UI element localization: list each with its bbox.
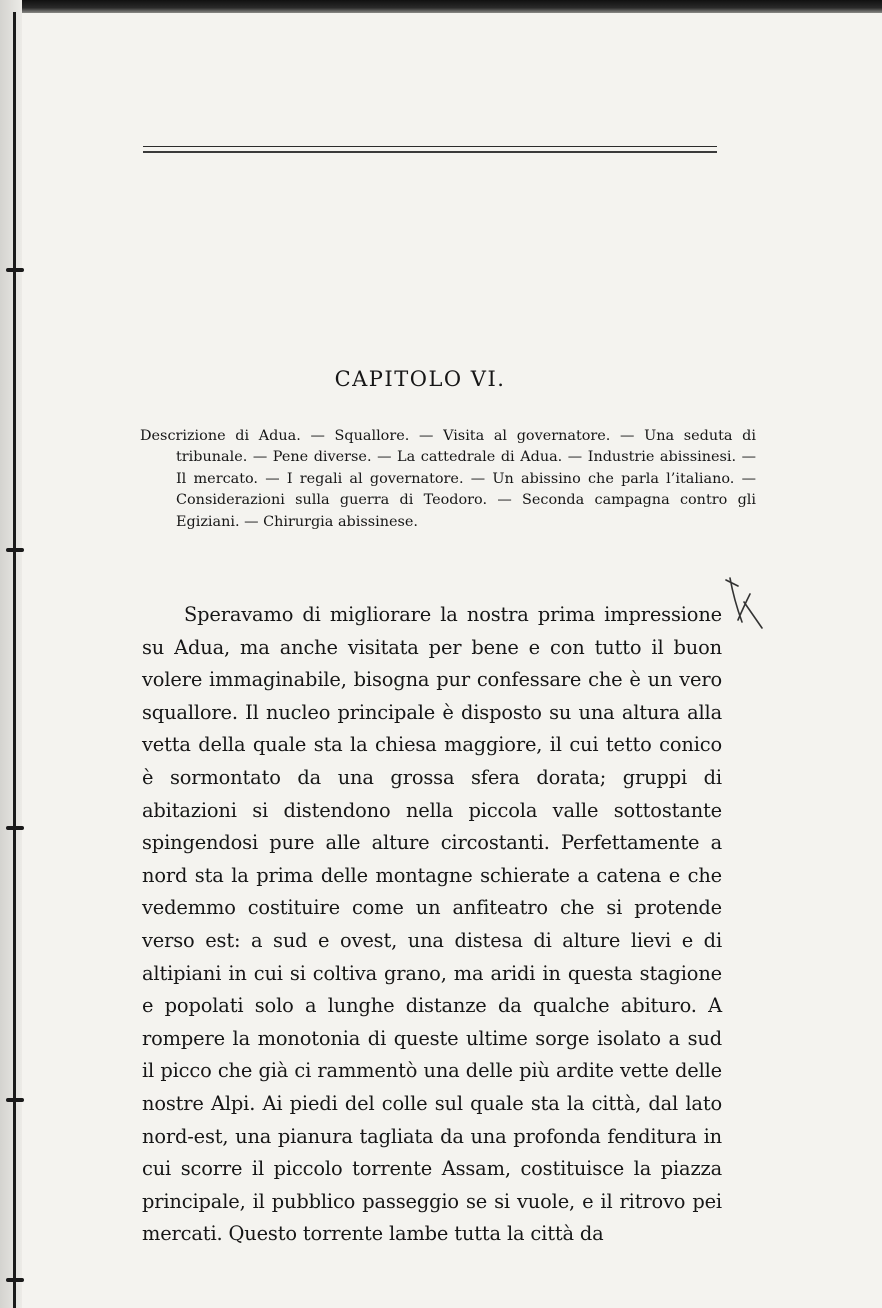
chapter-header-rule — [143, 146, 717, 153]
page-binding-edge — [0, 0, 22, 1308]
binding-tick — [6, 548, 24, 552]
binding-line — [13, 12, 16, 1308]
binding-tick — [6, 826, 24, 830]
binding-tick — [6, 268, 24, 272]
chapter-title: CAPITOLO VI. — [334, 367, 506, 391]
scan-top-edge — [0, 0, 882, 13]
pencil-cross-mark — [716, 576, 766, 632]
chapter-summary: Descrizione di Adua. — Squallore. — Visita al governatore. — Una seduta di tribunale. — Pene diverse. — La cattedrale di Adua. — Industrie abissinesi. — Il mercato. — I regali al governatore. — Un abissino che parla l’italiano. — Considerazioni sulla guerra di Teodoro. — Seconda campagna contro gli Egiziani. — Chirurgia abissinese. — [140, 428, 756, 530]
binding-tick — [6, 1098, 24, 1102]
body-paragraph: Speravamo di migliorare la nostra prima impressione su Adua, ma anche visitata per bene e con tutto il buon volere immaginabile, bisogna pur confessare che è un vero squallore. Il nucleo principale è disposto su una altura alla vetta della quale sta la chiesa maggiore, il cui tetto conico è sormontato da una grossa sfera dorata; gruppi di abitazioni si distendono nella piccola valle sottostante spingendosi pure alle alture circostanti. Perfettamente a nord sta la prima delle montagne schierate a catena e che vedemmo costituire come un anfiteatro che si protende verso est: a sud e ovest, una distesa di alture lievi e di altipiani in cui si coltiva grano, ma aridi in questa stagione e popolati solo a lunghe distanze da qualche abituro. A rompere la monotonia di queste ultime sorge isolato a sud il picco che già ci rammentò una delle più ardite vette delle nostre Alpi. Ai piedi del colle sul quale sta la città, dal lato nord-est, una pianura tagliata da una profonda fenditura in cui scorre il piccolo torrente Assam, costituisce la piazza principale, il pubblico passeggio se si vuole, e il ritrovo pei mercati. Questo torrente lambe tutta la città da — [142, 603, 722, 1246]
binding-tick — [6, 1278, 24, 1282]
